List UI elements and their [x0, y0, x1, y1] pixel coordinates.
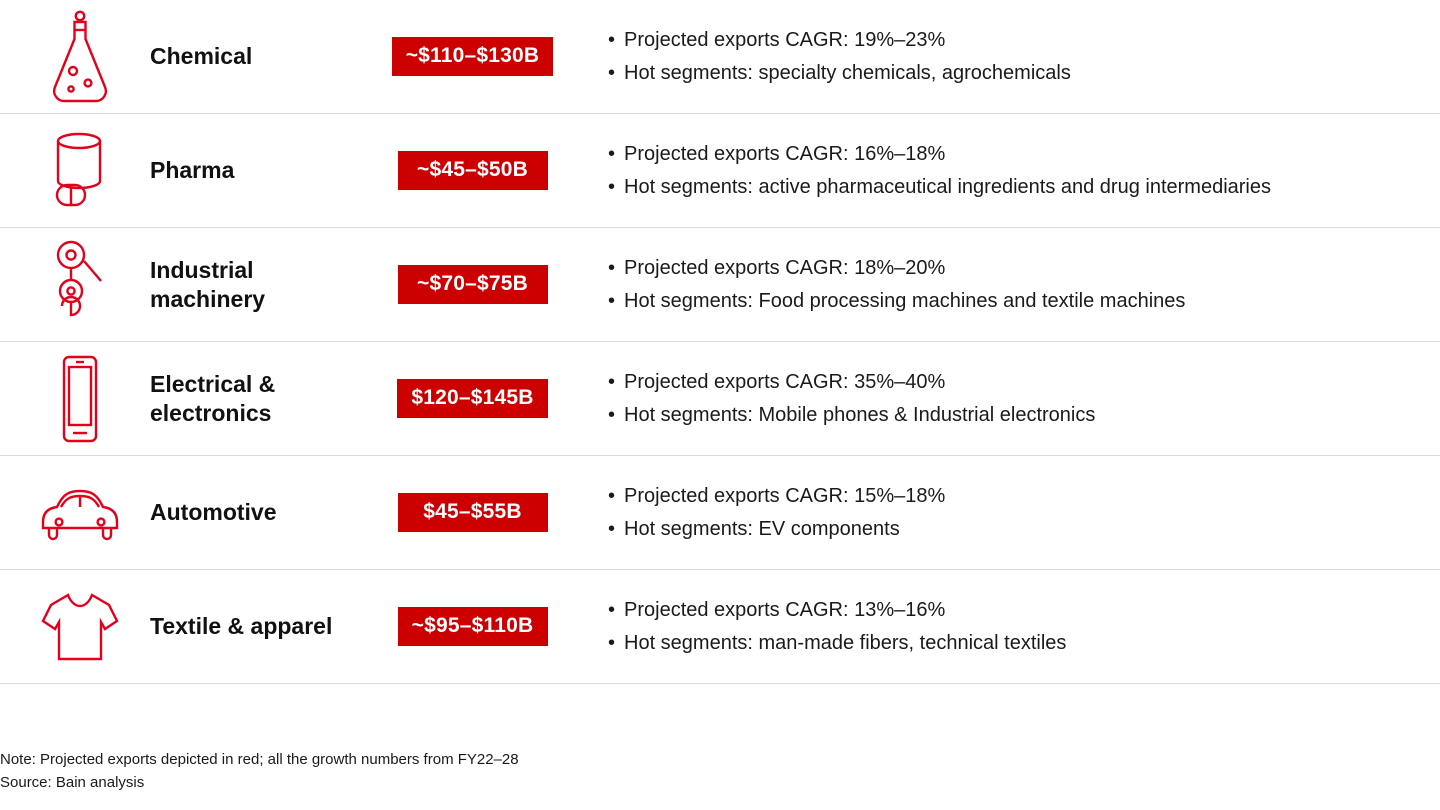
bullet-marker-icon: • — [608, 517, 616, 540]
table-row — [0, 0, 1440, 114]
export-value-badge-wrap — [365, 151, 580, 190]
bullet-text: Projected exports CAGR: 35%–40% — [624, 370, 946, 393]
flask-icon — [10, 9, 150, 105]
list-item — [608, 630, 1424, 657]
bullet-marker-icon: • — [608, 61, 616, 84]
bullet-text: Projected exports CAGR: 13%–16% — [624, 598, 946, 621]
list-item — [608, 288, 1424, 315]
car-icon — [10, 478, 150, 548]
footnotes — [0, 749, 1440, 794]
bullet-marker-icon: • — [608, 370, 616, 393]
industry-label: Electrical & electronics — [150, 370, 276, 426]
list-item — [608, 483, 1424, 510]
list-item — [608, 402, 1424, 429]
list-item — [608, 60, 1424, 87]
bullet-text: Projected exports CAGR: 15%–18% — [624, 484, 946, 507]
industry-label: Industrial machinery — [150, 256, 266, 312]
bullet-text: Hot segments: Mobile phones & Industrial electronics — [624, 403, 1096, 426]
table-row — [0, 342, 1440, 456]
list-item — [608, 27, 1424, 54]
list-item — [608, 369, 1424, 396]
pulley-hook-icon — [10, 237, 150, 333]
export-value-badge-wrap — [365, 607, 580, 646]
list-item — [608, 174, 1424, 201]
list-item — [608, 597, 1424, 624]
export-value-badge-wrap — [365, 265, 580, 304]
export-value-badge-wrap — [365, 493, 580, 532]
bullet-text: Hot segments: Food processing machines and textile machines — [624, 289, 1186, 312]
list-item — [608, 516, 1424, 543]
industry-label: Pharma — [150, 157, 235, 184]
export-value-badge: ~$45–$50B — [398, 151, 548, 190]
tshirt-icon — [10, 587, 150, 667]
list-item — [608, 141, 1424, 168]
export-value-badge: $45–$55B — [398, 493, 548, 532]
bullet-marker-icon: • — [608, 28, 616, 51]
export-value-badge: ~$95–$110B — [398, 607, 548, 646]
pill-bottle-icon — [10, 123, 150, 219]
table-row — [0, 570, 1440, 684]
bullet-marker-icon: • — [608, 256, 616, 279]
bullet-list — [580, 21, 1424, 93]
table-row — [0, 228, 1440, 342]
bullet-marker-icon: • — [608, 484, 616, 507]
bullet-list — [580, 135, 1424, 207]
bullet-marker-icon: • — [608, 142, 616, 165]
bullet-marker-icon: • — [608, 403, 616, 426]
table-row — [0, 114, 1440, 228]
list-item — [608, 255, 1424, 282]
bullet-marker-icon: • — [608, 598, 616, 621]
export-value-badge: $120–$145B — [397, 379, 547, 418]
note-text: Note: Projected exports depicted in red; all the growth numbers from FY22–28 — [0, 751, 519, 768]
bullet-text: Projected exports CAGR: 19%–23% — [624, 28, 946, 51]
table-row — [0, 456, 1440, 570]
industry-label: Automotive — [150, 499, 277, 526]
export-value-badge-wrap — [365, 379, 580, 418]
export-value-badge-wrap — [365, 37, 580, 76]
industry-label: Chemical — [150, 43, 253, 70]
bullet-text: Projected exports CAGR: 16%–18% — [624, 142, 946, 165]
bullet-marker-icon: • — [608, 289, 616, 312]
bullet-list — [580, 363, 1424, 435]
industry-label: Textile & apparel — [150, 613, 333, 640]
bullet-text: Hot segments: specialty chemicals, agrochemicals — [624, 61, 1071, 84]
bullet-marker-icon: • — [608, 631, 616, 654]
bullet-text: Hot segments: EV components — [624, 517, 900, 540]
bullet-text: Projected exports CAGR: 18%–20% — [624, 256, 946, 279]
bullet-text: Hot segments: man-made fibers, technical textiles — [624, 631, 1067, 654]
bullet-list — [580, 477, 1424, 549]
smartphone-icon — [10, 351, 150, 447]
bullet-text: Hot segments: active pharmaceutical ingredients and drug intermediaries — [624, 175, 1272, 198]
export-value-badge: ~$110–$130B — [392, 37, 554, 76]
bullet-list — [580, 249, 1424, 321]
bullet-list — [580, 591, 1424, 663]
source-text: Source: Bain analysis — [0, 773, 145, 791]
bullet-marker-icon: • — [608, 175, 616, 198]
export-value-badge: ~$70–$75B — [398, 265, 548, 304]
